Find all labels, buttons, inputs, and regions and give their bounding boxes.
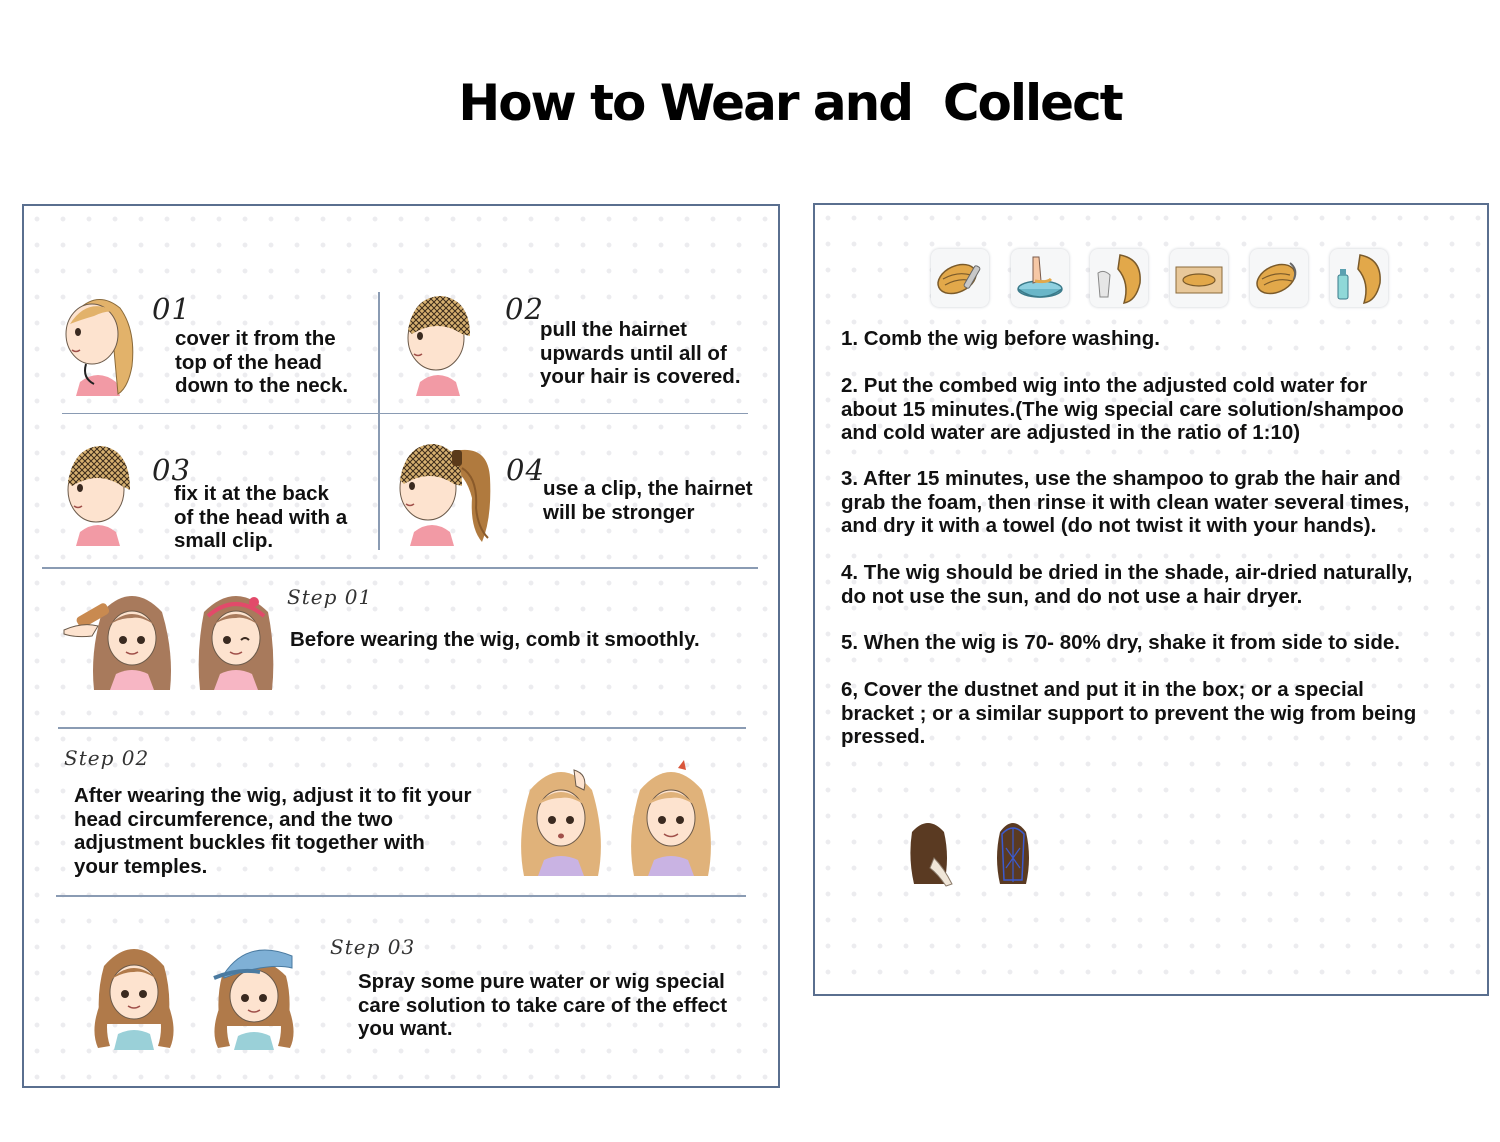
head-illustration-01 xyxy=(58,290,142,398)
girl-cap-illustration xyxy=(208,934,304,1050)
step-number-04: 04 xyxy=(506,453,545,487)
step-number-01: 01 xyxy=(152,292,191,326)
step-text-02: pull the hairnet upwards until all of your hair is covered. xyxy=(540,318,741,388)
head-illustration-02 xyxy=(398,290,482,398)
girl-adjusting-wig-illustration xyxy=(516,756,606,878)
care-instruction-4: 4. The wig should be dried in the shade, air-dried naturally, do not use the sun, and do not use a hair dryer. xyxy=(841,561,1413,608)
step-number-03: 03 xyxy=(152,453,191,487)
wash-basin-icon xyxy=(1011,249,1069,307)
step-label-02: Step 02 xyxy=(64,746,150,770)
girl-headband-illustration xyxy=(194,582,278,692)
step-text-03: fix it at the back of the head with a small clip. xyxy=(174,482,348,552)
care-instruction-5: 5. When the wig is 70- 80% dry, shake it from side to side. xyxy=(841,631,1400,654)
dry-wig-icon xyxy=(1250,249,1308,307)
divider-vertical xyxy=(378,292,380,550)
girl-finished-wig-illustration xyxy=(626,756,716,878)
wig-dustnet-illustration xyxy=(994,818,1032,890)
divider-step1 xyxy=(58,727,746,729)
step-text-01: cover it from the top of the head down to the neck. xyxy=(175,327,349,397)
step-text-wig-01: Before wearing the wig, comb it smoothly. xyxy=(290,628,700,651)
divider-row1 xyxy=(62,413,748,414)
rinse-wig-icon xyxy=(1090,249,1148,307)
step-number-02: 02 xyxy=(505,292,544,326)
spray-wig-icon xyxy=(1330,249,1388,307)
towel-dry-icon xyxy=(1170,249,1228,307)
step-text-wig-03: Spray some pure water or wig special care solution to take care of the effect you want. xyxy=(358,970,728,1040)
girl-combing-illustration xyxy=(62,582,190,692)
care-instruction-2: 2. Put the combed wig into the adjusted cold water for about 15 minutes.(The wig special care solution/shampoo and cold water are adjusted in the ratio of 1:10) xyxy=(841,374,1404,444)
divider-step2 xyxy=(56,895,746,897)
care-instruction-6: 6, Cover the dustnet and put it in the box; or a special bracket ; or a similar support to prevent the wig from being pressed. xyxy=(841,678,1417,748)
wig-storage-illustration xyxy=(904,818,956,890)
comb-wig-icon xyxy=(931,249,989,307)
care-instruction-3: 3. After 15 minutes, use the shampoo to grab the hair and grab the foam, then rinse it with clean water several times, and dry it with a towel (do not twist it with your hands). xyxy=(841,467,1410,537)
head-illustration-03 xyxy=(58,440,142,548)
girl-braids-illustration xyxy=(88,934,180,1050)
step-label-01: Step 01 xyxy=(287,585,373,609)
head-illustration-04 xyxy=(392,438,500,548)
step-text-wig-02: After wearing the wig, adjust it to fit your head circumference, and the two adjustment buckles fit together with your temples. xyxy=(74,784,472,878)
step-text-04: use a clip, the hairnet will be stronger xyxy=(543,477,753,524)
care-instruction-1: 1. Comb the wig before washing. xyxy=(841,327,1160,350)
divider-row2 xyxy=(42,567,758,569)
step-label-03: Step 03 xyxy=(330,935,416,959)
page-title: How to Wear and Collect xyxy=(458,74,1122,132)
